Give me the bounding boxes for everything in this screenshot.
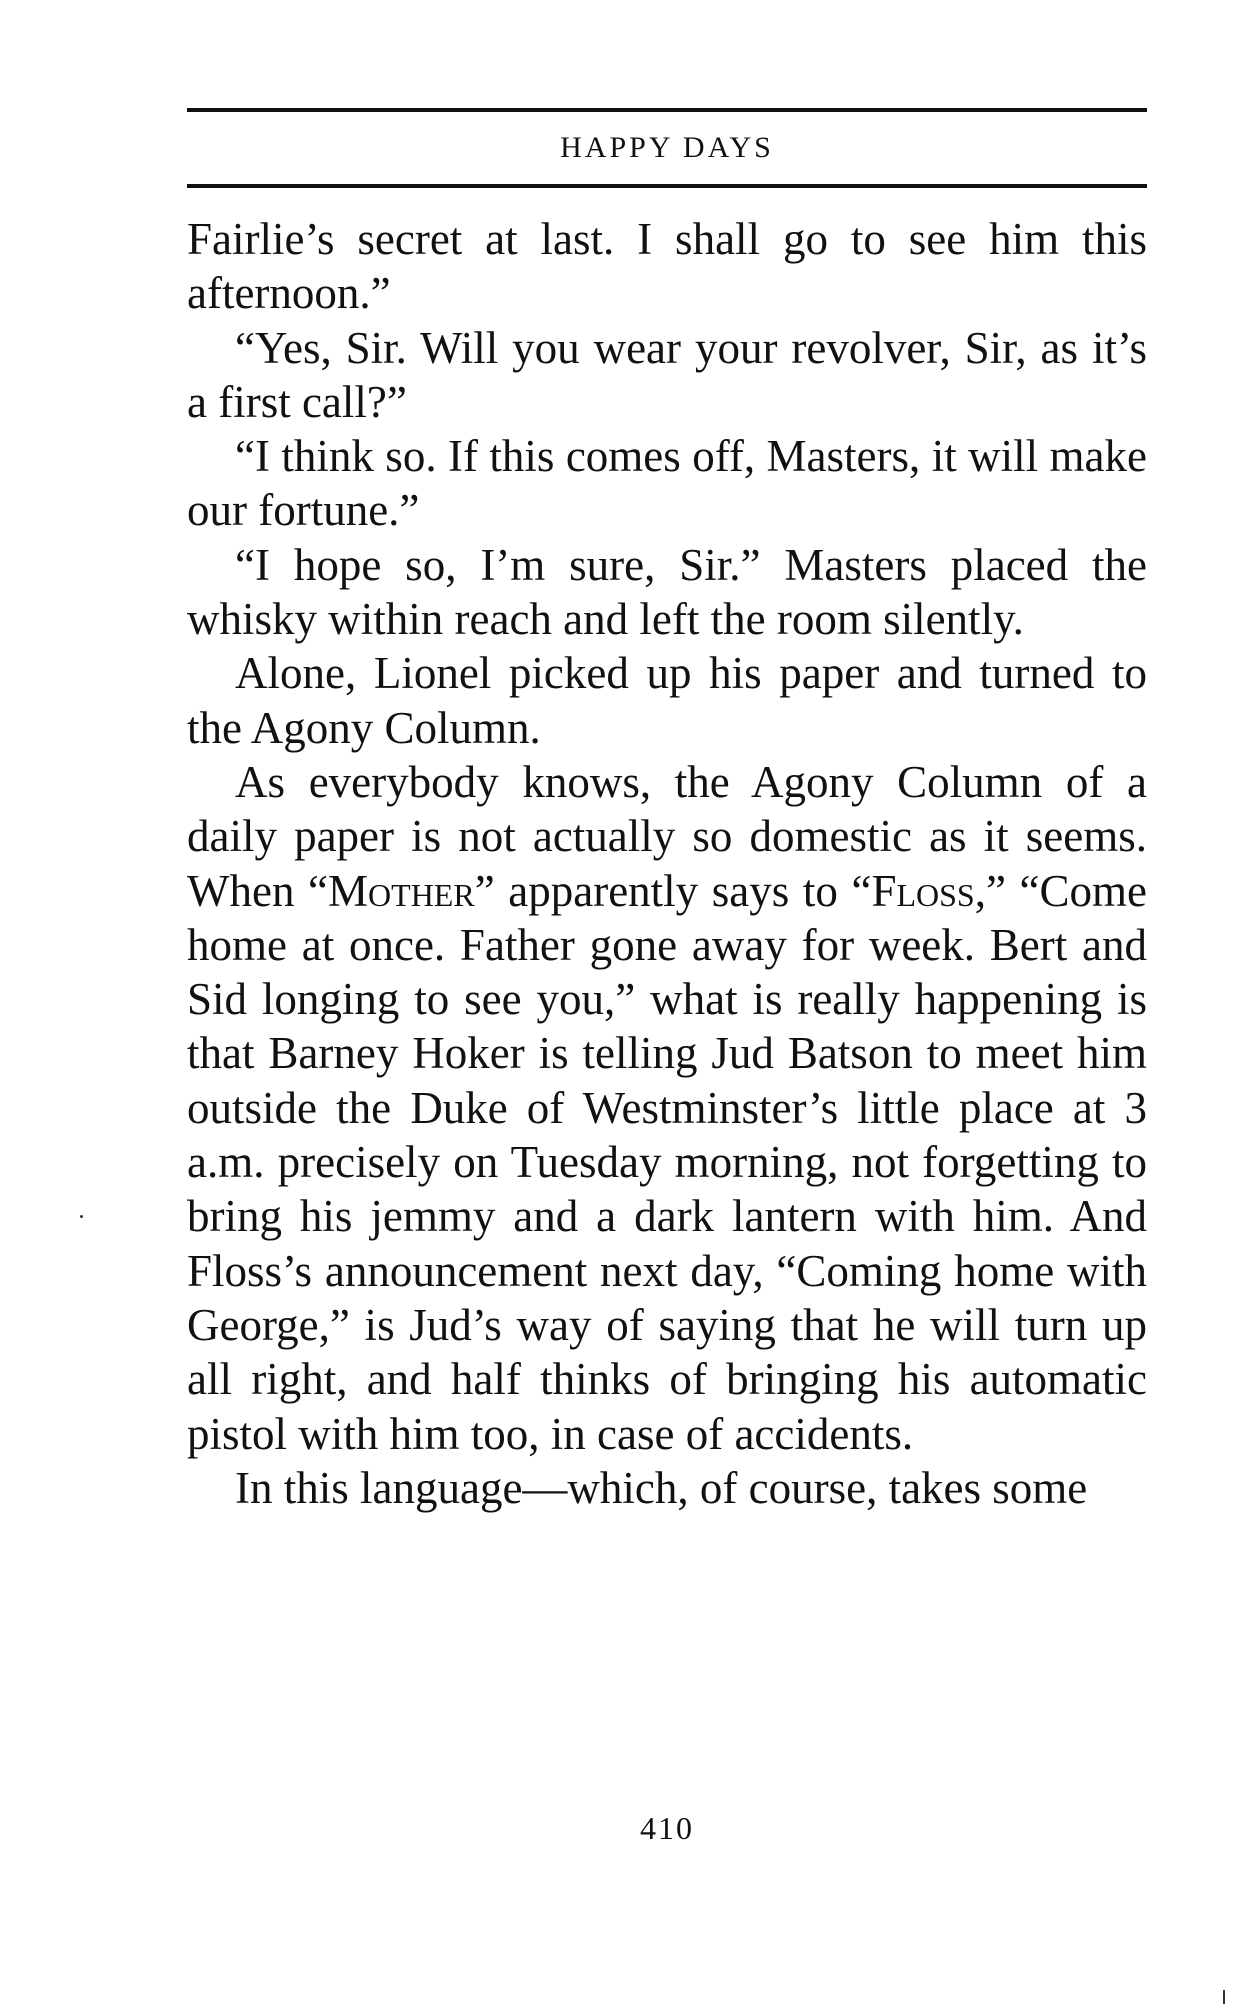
paragraph-5: Alone, Lionel picked up his paper and turned to the Agony Column. xyxy=(187,648,1147,753)
paragraph-3: “I think so. If this comes off, Masters, it will make our fortune.” xyxy=(187,431,1147,536)
margin-speck xyxy=(80,1215,83,1218)
floss-smallcaps: Floss xyxy=(871,865,975,916)
paragraph-7: In this language—which, of course, takes some xyxy=(235,1462,1088,1513)
page-number: 410 xyxy=(640,1810,694,1846)
body-text xyxy=(187,212,1147,1515)
header-rule-bottom xyxy=(187,184,1147,188)
paragraph-6 xyxy=(187,755,1147,1461)
header-rule-top xyxy=(187,108,1147,112)
mother-smallcaps: Mother xyxy=(328,865,475,916)
paragraph-6-part-1: As everybody knows, the Agony Column of a daily paper is not actually so domestic as it seems. When “ xyxy=(187,756,1147,916)
paragraph-6-part-2: ” apparently says to “ xyxy=(474,865,872,916)
running-head: HAPPY DAYS xyxy=(560,131,774,164)
paragraph-4: “I hope so, I’m sure, Sir.” Masters placed the whisky within reach and left the room silently. xyxy=(187,539,1147,645)
margin-tick-mark xyxy=(1223,1990,1225,2004)
paragraph-6-part-3: ,” “Come home at once. Father gone away for week. Bert and Sid longing to see you,” what is really happening is that Barney Hoker is telling Jud Batson to meet him outside the Duke of Westminster’s little place at 3 a.m. precisely on Tuesday morning, not forgetting to bring his jemmy and a dark lantern with him. And Floss’s announcement next day, “Coming home with George,” is Jud’s way of saying that he will turn up all right, and half thinks of bringing his automatic pistol with him too, in case of accidents. xyxy=(187,865,1148,1459)
paragraph-2: “Yes, Sir. Will you wear your revolver, Sir, as it’s a first call?” xyxy=(187,322,1147,427)
paragraph-1: Fairlie’s secret at last. I shall go to see him this afternoon.” xyxy=(187,214,1147,319)
